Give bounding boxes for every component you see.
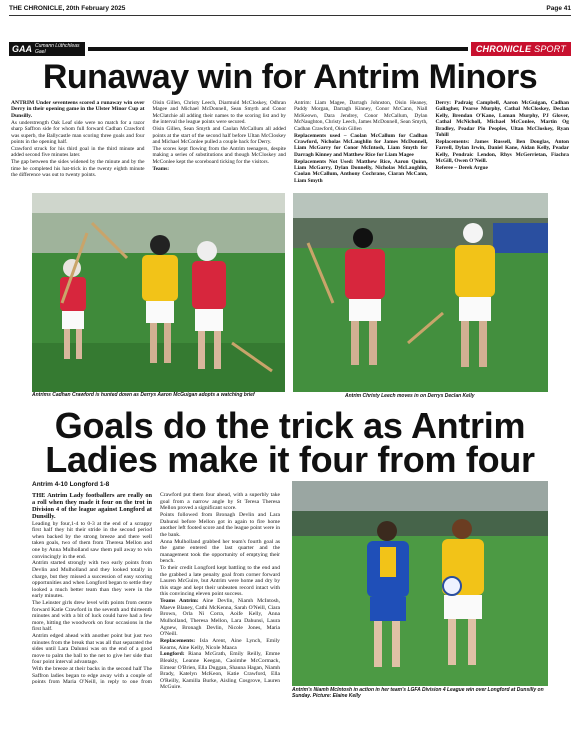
paper-date: THE CHRONICLE, 20th February 2025 [9, 5, 126, 12]
hurling-photo-1-image [32, 193, 285, 392]
reps-label: Replacements: [160, 637, 196, 644]
antrim-not-used: Replacements Not Used: Matthew Rice, Aaron Quinn, Liam McGarry, Dylan Donnelly, Nicholas McLaughlin, Caolan McCallum, Anthony Cochrane, Ciaran McCann, Liam Smyth [294, 158, 428, 184]
story1-body [11, 100, 569, 190]
story1-para-6: Oisin Gillen, Sean Smyth and Caolan McCallum all added points at the start of the second half before Ultan McCloskey and Michael McConlee pulled a couple back for Derry. [152, 126, 286, 145]
longford-team: Riana McGrath, Emily Reilly, Emme Bleakly, Leanne Keegan, Caoimhe McCormack, Eimear O'Brien, Ella Duggan, Shauna Hagan, Niamh Brady, Katelyn McKeon, Katie Crawford, Ella O'Reilly, Kamilla Burke, Aisling Cosgrove, Lauren McGuire. [160, 651, 280, 691]
story1-para-3: Crawford struck for his third goal in the third minute and added second five minutes later. [11, 145, 145, 159]
gaa-logo-text: GAA [12, 44, 32, 54]
ladies-football-photo-image [292, 481, 548, 686]
story1-para-5: Oisin Gillen, Christy Leech, Diarmuid McCloskey, Odhran Magee and Michael McDonnell, Sean Smyth and Conor McClatchie all adding their names to the scoring list and by the interval the league points were secured. [152, 100, 286, 126]
story1-headline: Runaway win for Antrim Minors [42, 58, 538, 96]
story1-para-2: As understrength Oak Leaf side were no match for a razor sharp Saffron side for whom full forward Cadhan Crawford was superb, the Ballycastle man scoring three goals and four points in the opening half. [11, 119, 145, 145]
photo-ladies-football [292, 481, 548, 686]
story2-lead: THE Antrim Lady footballers are really on a roll when they made it four on the trot in Division 4 of the league against Longford at Dunsilly. [32, 492, 152, 521]
story2-para-4: With the breeze at their backs in the second half The Saffron ladies began to edge away with a couple of points from Maria O'Neill, in reply to one from Crawford put them four ahead, with a superbly take goal from a narrow angle by St Teresa Theresa Mellon proved a significant score. [32, 492, 280, 686]
teams-label: Teams: [152, 165, 170, 172]
longford-label: Longford: [160, 651, 185, 658]
teams-antrim-label: Teams Antrim: [160, 598, 199, 605]
sport-text: SPORT [534, 44, 566, 54]
story2-para-7: To their credit Longford kept battling to the end and the grabbed a late penalty goal from corner forward Lauren McGuire, but Antrim were home and dry by this stage and kept their unbeaten record intact with this convincing eleven point success. [160, 565, 280, 598]
photo-hurling-1 [32, 193, 285, 392]
story2-body [32, 492, 280, 710]
antrim-ladies-reps: Isla Arent, Aine Lynch, Emily Kearns, Aine Kelly, Nicole Maaca [160, 637, 280, 651]
story2-para-5: Points followed from Bronagh Devlin and Lara Dahunsi before Mellon got in again to fire home another left footed score and the league point were in the bank. [160, 512, 280, 538]
story2-para-1: Antrim started strongly with two early points from Devlin and Mulholland and they looked totally in charge, but they missed a succession of easy scoring opportunities and when Longford began to settle they looked a much better team than they were in the early minutes. [32, 560, 152, 600]
antrim-minor-team: Antrim: Liam Magee, Darragh Johnston, Oisin Heaney, Paddy Morgan, Darragh Kinney, Conor McCann, Niall McKeown, Dara Jendrey, Conor McCallum, Dylan McNaughton, Christy Leech, James McDonnell, Sean Smyth, Cadhan Crawford, Oisin Gillen [294, 100, 428, 132]
header-rule [9, 15, 571, 16]
gaa-logo [9, 42, 85, 56]
story1-para-4: The gap between the sides widened by the minute and by the time he completed his hat-trick in the twenty eighth minute the difference was out to twenty points. [11, 159, 145, 178]
photo-hurling-2 [293, 193, 548, 392]
derry-team: Derry: Padraig Campbell, Aaron McGuigan, Cadhan Gallagher, Pearse Murphy, Cathal McCloskey, Declan Kelly, Brendan O'Kane, Loman Murphy, PJ Glover, Cathal McNicholl, Michael McConlee, Martin Og Bradley, Peadar Pio Peoples, Ultan McCloskey, Ryan Tohill [435, 100, 569, 139]
story2-para-3: Antrim edged ahead with another point but just two minutes from the break that was all that separated the sides until Lara Dalunsi was on the end of a good move to palm the ball to the net to give her side that four point interval advantage. [32, 633, 152, 666]
antrim-replacements: Replacements used – Caolan McCallum for Cadhan Crawford, Nicholas McLaughlin for James McDonnell, Liam McGarry for Conor McIntosh, Liam Smyth for Darragh Kinney and Matthew Rice for Liam Magee [294, 132, 428, 158]
story2-para-6: Anna Mulholland grabbed her team's fourth goal as the game entered the last quarter and the management took the opportunity of emptying their bench. [160, 538, 280, 565]
photo-caption-3: Antrim's Niamh McIntosh in action in her team's LGFA Division 4 League win over Longford at Dunsilly on Sunday. Picture: Elaine Kelly [292, 687, 544, 699]
gaa-irish-text: Cumann Lúthchleas Gael [35, 43, 80, 55]
derry-replacements: Replacements: James Russell, Ben Douglas, Anton Farrell, Dylan Irwin, Daniel Kane, Aidan Kelly, Peadar Kelly, Pendraic Lendon, Rhys McGerrietan, Fiachra McGill, Owen O'Neill. [435, 138, 569, 165]
story2-headline-line2: Ladies make it four from four [45, 439, 535, 480]
hurling-photo-2-image [293, 193, 548, 392]
page-number: Page 41 [546, 5, 571, 12]
story2-headline [12, 405, 568, 480]
referee: Referee – Derek Argue [435, 165, 488, 172]
antrim-ladies-team: Aine Devlin, Niamh McIntosh, Maeve Blaney, Cathi McKenna, Sarah O'Neill, Ciara Brown, Orla Ni Corra, Aoife Kelly, Anna Mulholland, Theresa Mellon, Lara Dahunsi, Laura Agnew, Bronagh Devlin, Nicole Jones, Maria O'Neill. [160, 598, 280, 638]
story1-para-7: The scores kept flowing from the Antrim teenagers, despite making a series of substitutions and though McCloskey and McConlee kept the scoreboard ticking for the visitors. [152, 145, 286, 165]
chronicle-sport-logo [471, 42, 571, 56]
page-header [9, 5, 571, 15]
photo-caption-2: Antrim Christy Leech moves in on Derrys Declan Kelly [345, 393, 475, 399]
story2-para-2: The Leinster girls drew level with points from centre forward Katie Crawford in the seventh and thirteenth minutes and with a bit of luck could have had a few more, hitting the woodwork on four occasions in the first half. [32, 600, 152, 633]
story2-para-0: Leading by four,1-4 to 0-3 at the end of a scrappy first half they hit their stride in the second period when backed by the strong breeze and there well taken goals, two of them from Theresa Mellon and one by Anna Mulholland saw them pull away to win convincingly in the end. [32, 520, 152, 560]
match-score: Antrim 4-10 Longford 1-8 [32, 481, 110, 488]
chronicle-text: CHRONICLE [475, 44, 532, 54]
story1-para-0: ANTRIM Under seventeens scored a runaway win over Derry in their opening game in the Ulster Minor Cup at Dunsilly. [11, 100, 145, 119]
banner-bar [88, 47, 468, 51]
section-banner [9, 42, 571, 56]
photo-caption-1: Antrims Cadhan Crawford is hunted down as Derrys Aaron McGuigan adopts a watching brief [32, 392, 255, 398]
story2-headline-line1: Goals do the trick as Antrim [54, 405, 526, 446]
